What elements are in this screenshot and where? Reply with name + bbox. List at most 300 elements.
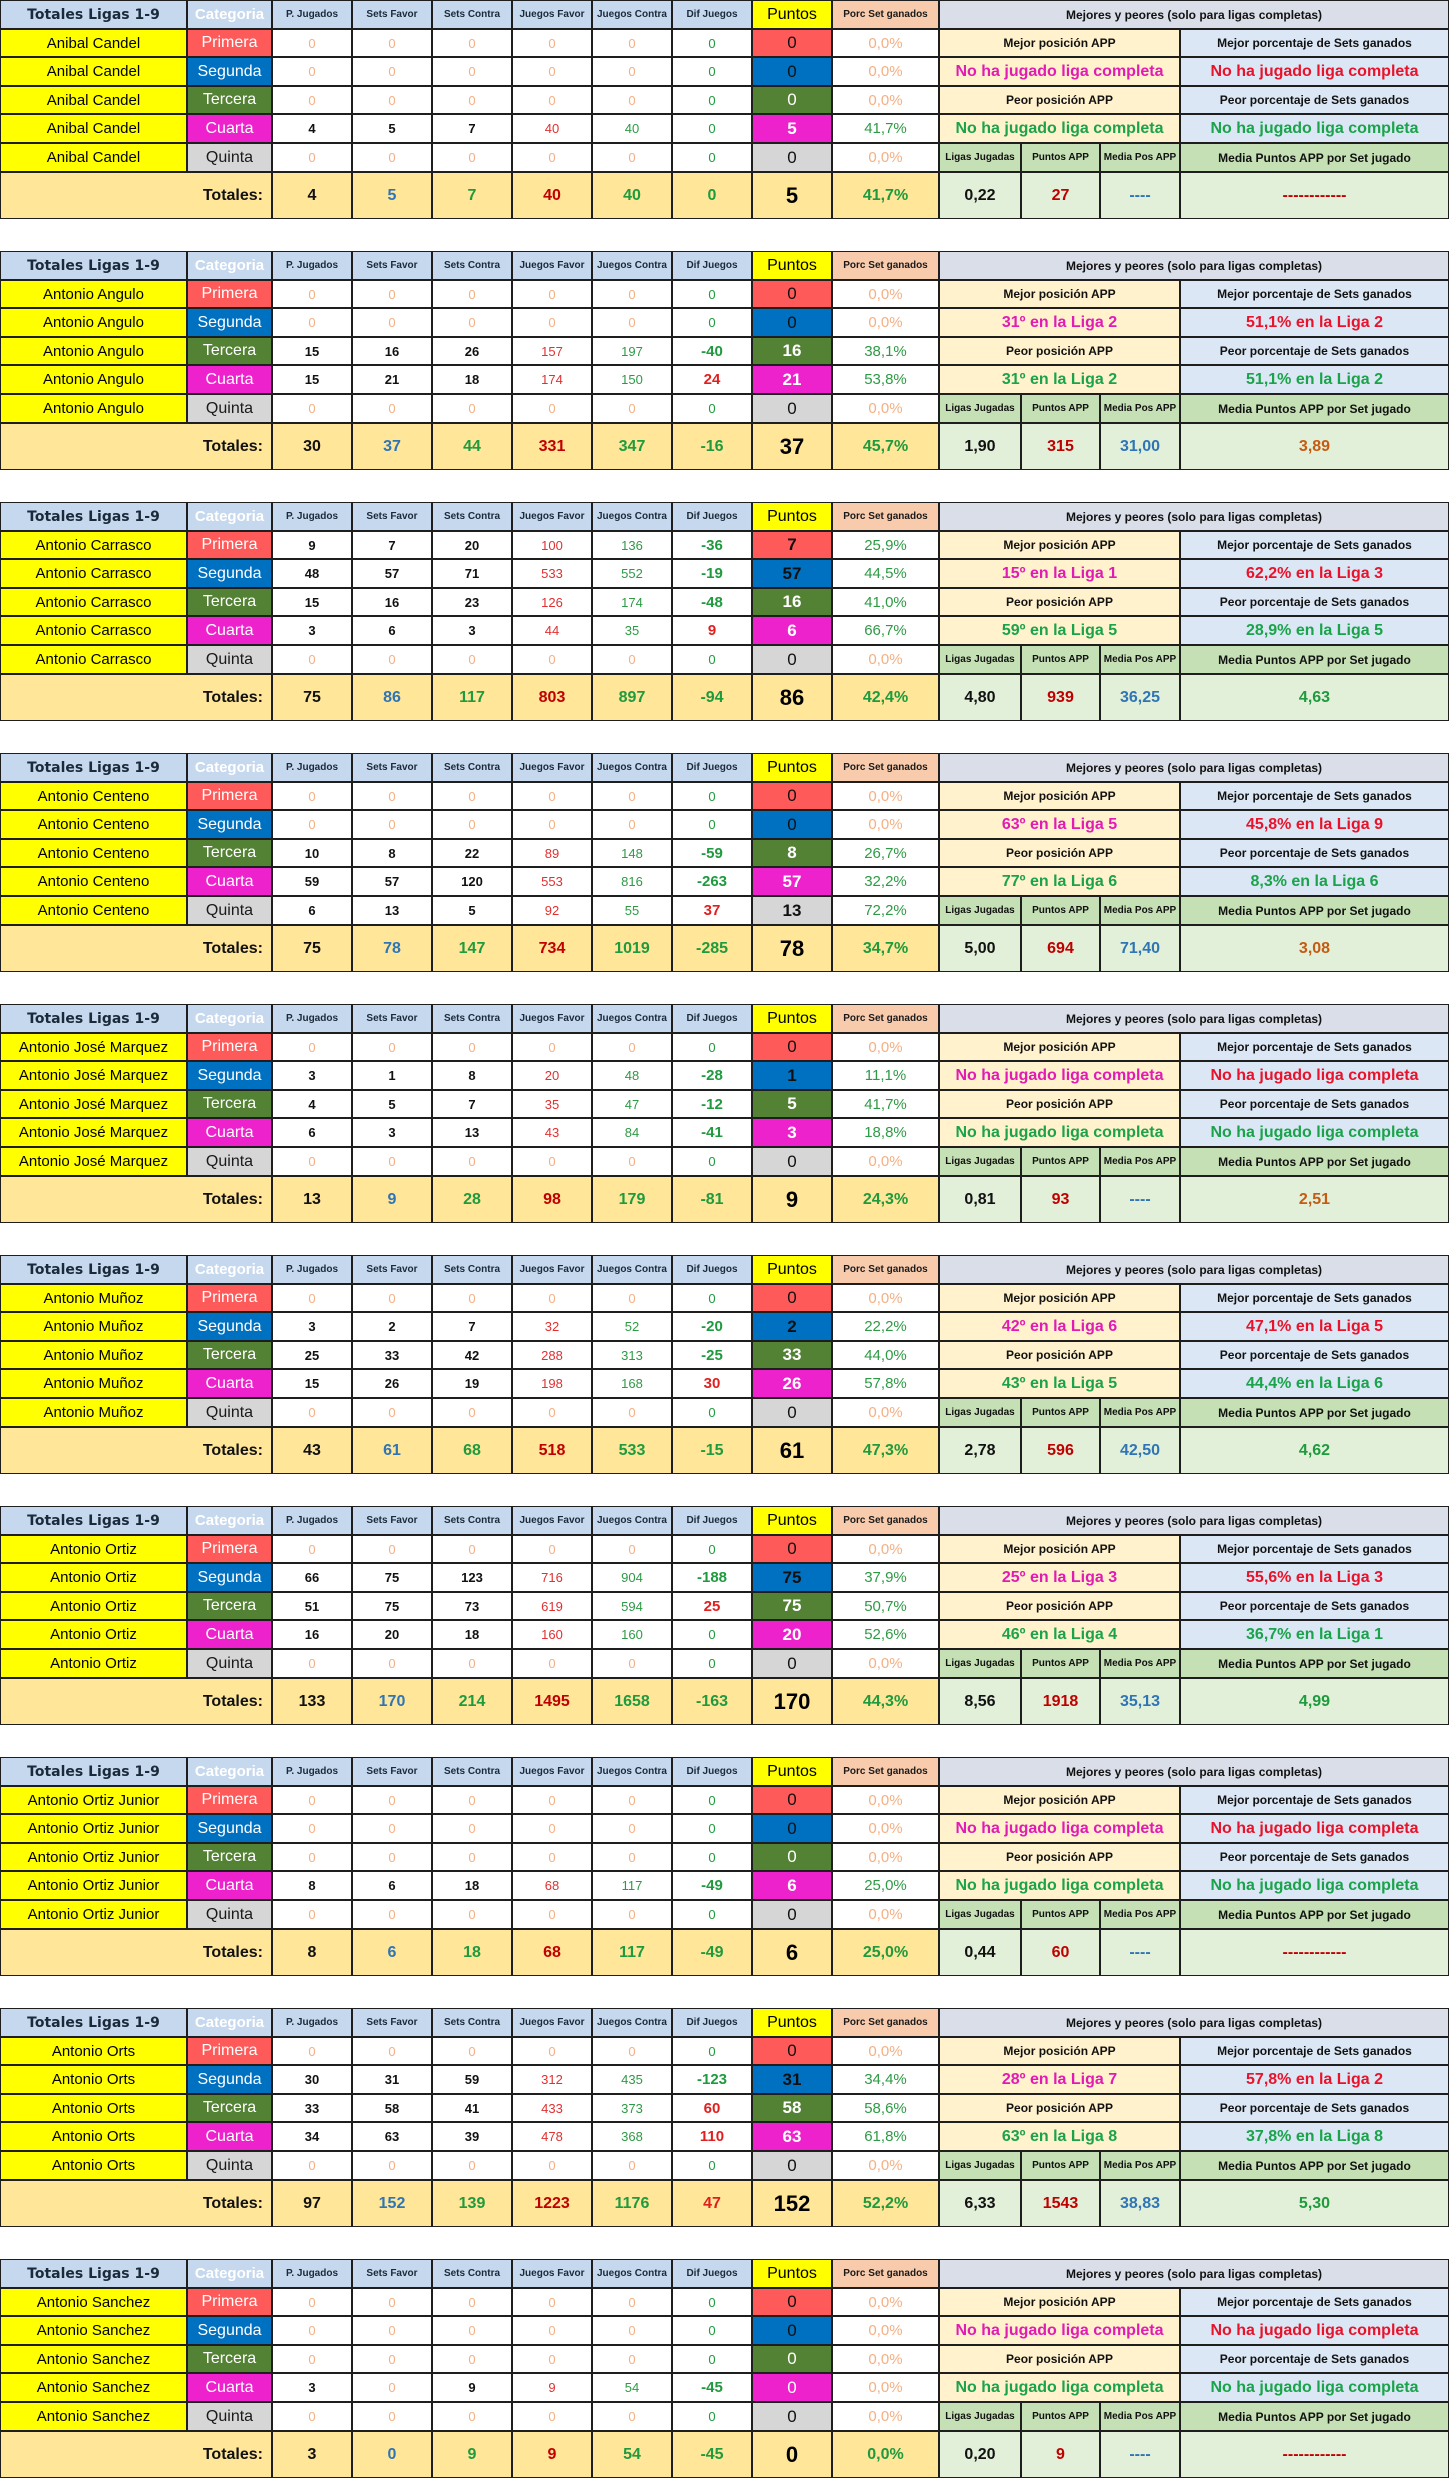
stat-cell: 0 bbox=[592, 1814, 672, 1843]
stat-cell: 0 bbox=[512, 1900, 592, 1929]
stat-cell: -41 bbox=[672, 1118, 752, 1147]
points-cell: 0 bbox=[752, 2037, 832, 2065]
stat-cell: 0 bbox=[432, 2316, 512, 2345]
stat-cell: 117 bbox=[592, 1871, 672, 1900]
stat-cell: 0 bbox=[352, 2345, 432, 2373]
player-name: Antonio Sanchez bbox=[0, 2402, 187, 2431]
stat-cell: 0 bbox=[432, 29, 512, 57]
column-header-sets-favor: Sets Favor bbox=[352, 753, 432, 782]
category-cell: Segunda bbox=[187, 1312, 272, 1341]
stat-cell: 0 bbox=[272, 2288, 352, 2316]
peor-posicion-label: Peor posición APP bbox=[939, 1592, 1180, 1620]
player-name: Antonio Angulo bbox=[0, 280, 187, 308]
stat-cell: 0 bbox=[432, 280, 512, 308]
column-header-categoria: Categoria bbox=[187, 502, 272, 531]
points-cell: 20 bbox=[752, 1620, 832, 1649]
percent-cell: 44,5% bbox=[832, 559, 939, 588]
total-juegos-favor: 9 bbox=[512, 2431, 592, 2478]
player-name: Antonio Centeno bbox=[0, 896, 187, 925]
column-header-juegos-contra: Juegos Contra bbox=[592, 1255, 672, 1284]
column-header-jugados: P. Jugados bbox=[272, 1255, 352, 1284]
stat-cell: 373 bbox=[592, 2094, 672, 2122]
category-cell: Quinta bbox=[187, 1398, 272, 1427]
media-pos-label: Media Pos APP bbox=[1100, 645, 1180, 674]
stat-cell: 619 bbox=[512, 1592, 592, 1620]
column-header-dif-juegos: Dif Juegos bbox=[672, 0, 752, 29]
points-cell: 7 bbox=[752, 531, 832, 559]
media-puntos-value: 4,63 bbox=[1180, 674, 1449, 721]
column-header-puntos: Puntos bbox=[752, 2259, 832, 2288]
stat-cell: 0 bbox=[592, 2151, 672, 2180]
stat-cell: 0 bbox=[432, 645, 512, 674]
percent-cell: 22,2% bbox=[832, 1312, 939, 1341]
puntos-app-value: 315 bbox=[1021, 423, 1100, 470]
percent-cell: 38,1% bbox=[832, 337, 939, 365]
stat-cell: 0 bbox=[672, 2151, 752, 2180]
peor-porcentaje-label: Peor porcentaje de Sets ganados bbox=[1180, 1843, 1449, 1871]
mejor-posicion-label: Mejor posición APP bbox=[939, 1284, 1180, 1312]
mejor-posicion-label: Mejor posición APP bbox=[939, 782, 1180, 810]
media-pos-label: Media Pos APP bbox=[1100, 896, 1180, 925]
stat-cell: 0 bbox=[272, 1535, 352, 1563]
points-cell: 0 bbox=[752, 1814, 832, 1843]
column-header-jugados: P. Jugados bbox=[272, 1757, 352, 1786]
stat-cell: 66 bbox=[272, 1563, 352, 1592]
total-juegos-favor: 518 bbox=[512, 1427, 592, 1474]
total-porcentaje: 47,3% bbox=[832, 1427, 939, 1474]
stat-cell: 0 bbox=[272, 1786, 352, 1814]
player-name: Antonio Sanchez bbox=[0, 2316, 187, 2345]
stat-cell: -28 bbox=[672, 1061, 752, 1090]
stat-cell: -188 bbox=[672, 1563, 752, 1592]
mejor-posicion-label: Mejor posición APP bbox=[939, 531, 1180, 559]
stat-cell: 0 bbox=[672, 1900, 752, 1929]
stat-cell: 478 bbox=[512, 2122, 592, 2151]
column-header-puntos: Puntos bbox=[752, 251, 832, 280]
total-juegos-favor: 803 bbox=[512, 674, 592, 721]
column-header-porc: Porc Set ganados bbox=[832, 2008, 939, 2037]
category-cell: Cuarta bbox=[187, 1118, 272, 1147]
stat-cell: 0 bbox=[592, 1843, 672, 1871]
stat-cell: 0 bbox=[272, 2316, 352, 2345]
category-cell: Primera bbox=[187, 1284, 272, 1312]
stat-cell: 0 bbox=[672, 57, 752, 86]
peor-posicion-label: Peor posición APP bbox=[939, 1341, 1180, 1369]
player-name: Antonio José Marquez bbox=[0, 1090, 187, 1118]
stat-cell: 0 bbox=[672, 394, 752, 423]
percent-cell: 37,9% bbox=[832, 1563, 939, 1592]
column-header-juegos-contra: Juegos Contra bbox=[592, 1757, 672, 1786]
stat-cell: 0 bbox=[592, 2316, 672, 2345]
stat-cell: 0 bbox=[512, 86, 592, 114]
media-pos-value: ---- bbox=[1100, 172, 1180, 219]
stat-cell: 0 bbox=[352, 280, 432, 308]
column-header-porc: Porc Set ganados bbox=[832, 753, 939, 782]
player-name: Antonio Orts bbox=[0, 2094, 187, 2122]
category-cell: Primera bbox=[187, 1786, 272, 1814]
stat-cell: -19 bbox=[672, 559, 752, 588]
stat-cell: 39 bbox=[432, 2122, 512, 2151]
stat-cell: 0 bbox=[592, 280, 672, 308]
column-header-juegos-contra: Juegos Contra bbox=[592, 2259, 672, 2288]
total-jugados: 8 bbox=[272, 1929, 352, 1976]
ligas-jugadas-value: 4,80 bbox=[939, 674, 1021, 721]
total-juegos-contra: 1019 bbox=[592, 925, 672, 972]
points-cell: 0 bbox=[752, 782, 832, 810]
table-title: Totales Ligas 1-9 bbox=[0, 0, 187, 29]
stat-cell: -12 bbox=[672, 1090, 752, 1118]
stat-cell: 0 bbox=[352, 2151, 432, 2180]
puntos-app-label: Puntos APP bbox=[1021, 143, 1100, 172]
stat-cell: 42 bbox=[432, 1341, 512, 1369]
stat-cell: -48 bbox=[672, 588, 752, 616]
stat-cell: 20 bbox=[352, 1620, 432, 1649]
media-puntos-label: Media Puntos APP por Set jugado bbox=[1180, 1398, 1449, 1427]
stat-cell: 0 bbox=[512, 2151, 592, 2180]
stat-cell: 5 bbox=[352, 1090, 432, 1118]
stat-cell: 0 bbox=[672, 1843, 752, 1871]
stat-cell: 3 bbox=[352, 1118, 432, 1147]
totals-label: Totales: bbox=[0, 423, 272, 470]
peor-porcentaje-label: Peor porcentaje de Sets ganados bbox=[1180, 588, 1449, 616]
stat-cell: 0 bbox=[512, 1814, 592, 1843]
category-cell: Quinta bbox=[187, 394, 272, 423]
player-name: Anibal Candel bbox=[0, 29, 187, 57]
stat-cell: 0 bbox=[432, 2037, 512, 2065]
total-juegos-contra: 117 bbox=[592, 1929, 672, 1976]
mejor-porcentaje-label: Mejor porcentaje de Sets ganados bbox=[1180, 1033, 1449, 1061]
stat-cell: -40 bbox=[672, 337, 752, 365]
stat-cell: 0 bbox=[272, 1900, 352, 1929]
mejor-posicion-label: Mejor posición APP bbox=[939, 2037, 1180, 2065]
percent-cell: 0,0% bbox=[832, 86, 939, 114]
stat-cell: 16 bbox=[272, 1620, 352, 1649]
column-header-dif-juegos: Dif Juegos bbox=[672, 502, 752, 531]
percent-cell: 0,0% bbox=[832, 782, 939, 810]
stat-cell: 0 bbox=[672, 1033, 752, 1061]
player-name: Antonio José Marquez bbox=[0, 1033, 187, 1061]
player-name: Antonio Ortiz Junior bbox=[0, 1871, 187, 1900]
column-header-sets-favor: Sets Favor bbox=[352, 1757, 432, 1786]
stat-cell: 21 bbox=[352, 365, 432, 394]
stat-cell: 0 bbox=[592, 810, 672, 839]
stat-cell: 71 bbox=[432, 559, 512, 588]
points-cell: 13 bbox=[752, 896, 832, 925]
column-header-porc: Porc Set ganados bbox=[832, 2259, 939, 2288]
stat-cell: 0 bbox=[432, 1900, 512, 1929]
stat-cell: 0 bbox=[272, 2345, 352, 2373]
stat-cell: 0 bbox=[592, 1649, 672, 1678]
stat-cell: 0 bbox=[352, 2288, 432, 2316]
mejor-posicion-value: No ha jugado liga completa bbox=[939, 1061, 1180, 1090]
ligas-jugadas-value: 8,56 bbox=[939, 1678, 1021, 1725]
table-title: Totales Ligas 1-9 bbox=[0, 1506, 187, 1535]
player-name: Antonio Centeno bbox=[0, 810, 187, 839]
stat-cell: 0 bbox=[512, 280, 592, 308]
stat-cell: 6 bbox=[272, 1118, 352, 1147]
category-cell: Quinta bbox=[187, 1900, 272, 1929]
column-header-sets-contra: Sets Contra bbox=[432, 0, 512, 29]
total-puntos: 152 bbox=[752, 2180, 832, 2227]
stat-cell: 0 bbox=[432, 810, 512, 839]
column-header-sets-contra: Sets Contra bbox=[432, 251, 512, 280]
media-pos-value: ---- bbox=[1100, 2431, 1180, 2478]
mejores-peores-header: Mejores y peores (solo para ligas completas) bbox=[939, 2259, 1449, 2288]
total-puntos: 170 bbox=[752, 1678, 832, 1725]
media-puntos-value: 3,89 bbox=[1180, 423, 1449, 470]
column-header-dif-juegos: Dif Juegos bbox=[672, 753, 752, 782]
media-puntos-label: Media Puntos APP por Set jugado bbox=[1180, 896, 1449, 925]
stat-cell: 20 bbox=[512, 1061, 592, 1090]
total-sets-favor: 5 bbox=[352, 172, 432, 219]
stat-cell: 75 bbox=[352, 1592, 432, 1620]
player-name: Antonio Ortiz bbox=[0, 1649, 187, 1678]
stat-cell: 0 bbox=[592, 1900, 672, 1929]
mejor-porcentaje-value: 47,1% en la Liga 5 bbox=[1180, 1312, 1449, 1341]
ligas-jugadas-value: 0,20 bbox=[939, 2431, 1021, 2478]
table-title: Totales Ligas 1-9 bbox=[0, 1004, 187, 1033]
total-puntos: 9 bbox=[752, 1176, 832, 1223]
stat-cell: 0 bbox=[672, 2345, 752, 2373]
stat-cell: 15 bbox=[272, 588, 352, 616]
player-name: Antonio José Marquez bbox=[0, 1061, 187, 1090]
category-cell: Primera bbox=[187, 2037, 272, 2065]
column-header-porc: Porc Set ganados bbox=[832, 251, 939, 280]
column-header-dif-juegos: Dif Juegos bbox=[672, 251, 752, 280]
stat-cell: 0 bbox=[672, 2288, 752, 2316]
stat-cell: 0 bbox=[512, 1284, 592, 1312]
column-header-porc: Porc Set ganados bbox=[832, 1004, 939, 1033]
column-header-juegos-contra: Juegos Contra bbox=[592, 502, 672, 531]
stat-cell: 0 bbox=[672, 308, 752, 337]
media-puntos-value: 4,99 bbox=[1180, 1678, 1449, 1725]
player-block bbox=[0, 753, 1449, 972]
total-jugados: 13 bbox=[272, 1176, 352, 1223]
mejor-posicion-label: Mejor posición APP bbox=[939, 29, 1180, 57]
total-jugados: 3 bbox=[272, 2431, 352, 2478]
percent-cell: 61,8% bbox=[832, 2122, 939, 2151]
stat-cell: 40 bbox=[512, 114, 592, 143]
ligas-jugadas-label: Ligas Jugadas bbox=[939, 1398, 1021, 1427]
points-cell: 5 bbox=[752, 1090, 832, 1118]
stat-cell: 59 bbox=[432, 2065, 512, 2094]
column-header-juegos-favor: Juegos Favor bbox=[512, 1255, 592, 1284]
totals-label: Totales: bbox=[0, 1678, 272, 1725]
percent-cell: 0,0% bbox=[832, 143, 939, 172]
total-sets-contra: 147 bbox=[432, 925, 512, 972]
stat-cell: 0 bbox=[672, 143, 752, 172]
puntos-app-label: Puntos APP bbox=[1021, 2402, 1100, 2431]
column-header-sets-favor: Sets Favor bbox=[352, 502, 432, 531]
percent-cell: 0,0% bbox=[832, 2345, 939, 2373]
mejor-porcentaje-label: Mejor porcentaje de Sets ganados bbox=[1180, 1535, 1449, 1563]
stat-cell: -49 bbox=[672, 1871, 752, 1900]
column-header-dif-juegos: Dif Juegos bbox=[672, 1506, 752, 1535]
stat-cell: 716 bbox=[512, 1563, 592, 1592]
stat-cell: 0 bbox=[592, 143, 672, 172]
points-cell: 16 bbox=[752, 588, 832, 616]
column-header-porc: Porc Set ganados bbox=[832, 502, 939, 531]
percent-cell: 0,0% bbox=[832, 57, 939, 86]
column-header-puntos: Puntos bbox=[752, 753, 832, 782]
total-juegos-contra: 347 bbox=[592, 423, 672, 470]
puntos-app-label: Puntos APP bbox=[1021, 1147, 1100, 1176]
peor-posicion-label: Peor posición APP bbox=[939, 2094, 1180, 2122]
column-header-dif-juegos: Dif Juegos bbox=[672, 2259, 752, 2288]
total-dif-juegos: 47 bbox=[672, 2180, 752, 2227]
percent-cell: 41,0% bbox=[832, 588, 939, 616]
media-puntos-label: Media Puntos APP por Set jugado bbox=[1180, 143, 1449, 172]
stat-cell: 0 bbox=[352, 1033, 432, 1061]
peor-posicion-value: 31º en la Liga 2 bbox=[939, 365, 1180, 394]
percent-cell: 0,0% bbox=[832, 29, 939, 57]
total-puntos: 6 bbox=[752, 1929, 832, 1976]
ligas-jugadas-value: 0,44 bbox=[939, 1929, 1021, 1976]
total-juegos-favor: 98 bbox=[512, 1176, 592, 1223]
points-cell: 3 bbox=[752, 1118, 832, 1147]
stat-cell: 3 bbox=[272, 616, 352, 645]
percent-cell: 52,6% bbox=[832, 1620, 939, 1649]
player-name: Antonio Ortiz bbox=[0, 1563, 187, 1592]
peor-porcentaje-value: No ha jugado liga completa bbox=[1180, 1871, 1449, 1900]
stat-cell: 19 bbox=[432, 1369, 512, 1398]
column-header-juegos-favor: Juegos Favor bbox=[512, 0, 592, 29]
total-dif-juegos: -45 bbox=[672, 2431, 752, 2478]
column-header-porc: Porc Set ganados bbox=[832, 1757, 939, 1786]
stat-cell: 0 bbox=[592, 2037, 672, 2065]
peor-porcentaje-label: Peor porcentaje de Sets ganados bbox=[1180, 1592, 1449, 1620]
category-cell: Primera bbox=[187, 2288, 272, 2316]
player-name: Antonio Orts bbox=[0, 2037, 187, 2065]
totals-label: Totales: bbox=[0, 172, 272, 219]
points-cell: 31 bbox=[752, 2065, 832, 2094]
category-cell: Segunda bbox=[187, 1814, 272, 1843]
peor-porcentaje-value: 44,4% en la Liga 6 bbox=[1180, 1369, 1449, 1398]
stat-cell: 0 bbox=[272, 1649, 352, 1678]
player-name: Antonio Muñoz bbox=[0, 1312, 187, 1341]
points-cell: 0 bbox=[752, 1900, 832, 1929]
mejor-posicion-value: 25º en la Liga 3 bbox=[939, 1563, 1180, 1592]
player-block bbox=[0, 2008, 1449, 2227]
total-sets-contra: 44 bbox=[432, 423, 512, 470]
column-header-categoria: Categoria bbox=[187, 1757, 272, 1786]
stat-cell: 0 bbox=[272, 2402, 352, 2431]
player-block bbox=[0, 502, 1449, 721]
player-name: Antonio Carrasco bbox=[0, 588, 187, 616]
totals-label: Totales: bbox=[0, 925, 272, 972]
points-cell: 0 bbox=[752, 2151, 832, 2180]
table-title: Totales Ligas 1-9 bbox=[0, 502, 187, 531]
points-cell: 0 bbox=[752, 1843, 832, 1871]
stat-cell: 22 bbox=[432, 839, 512, 867]
totals-label: Totales: bbox=[0, 2180, 272, 2227]
stat-cell: 73 bbox=[432, 1592, 512, 1620]
category-cell: Quinta bbox=[187, 2402, 272, 2431]
stat-cell: 33 bbox=[272, 2094, 352, 2122]
stat-cell: 110 bbox=[672, 2122, 752, 2151]
category-cell: Cuarta bbox=[187, 114, 272, 143]
points-cell: 0 bbox=[752, 1147, 832, 1176]
player-block bbox=[0, 1757, 1449, 1976]
column-header-juegos-favor: Juegos Favor bbox=[512, 502, 592, 531]
peor-posicion-value: 63º en la Liga 8 bbox=[939, 2122, 1180, 2151]
total-juegos-favor: 1495 bbox=[512, 1678, 592, 1725]
media-puntos-value: 5,30 bbox=[1180, 2180, 1449, 2227]
stat-cell: 6 bbox=[352, 1871, 432, 1900]
player-block bbox=[0, 2259, 1449, 2478]
column-header-juegos-contra: Juegos Contra bbox=[592, 753, 672, 782]
mejor-posicion-label: Mejor posición APP bbox=[939, 280, 1180, 308]
peor-posicion-label: Peor posición APP bbox=[939, 86, 1180, 114]
percent-cell: 0,0% bbox=[832, 810, 939, 839]
stat-cell: 0 bbox=[512, 1786, 592, 1814]
percent-cell: 0,0% bbox=[832, 2037, 939, 2065]
mejor-porcentaje-label: Mejor porcentaje de Sets ganados bbox=[1180, 2288, 1449, 2316]
category-cell: Tercera bbox=[187, 588, 272, 616]
stat-cell: 0 bbox=[352, 2402, 432, 2431]
stat-cell: 44 bbox=[512, 616, 592, 645]
stat-cell: 0 bbox=[352, 645, 432, 674]
peor-posicion-value: 77º en la Liga 6 bbox=[939, 867, 1180, 896]
category-cell: Cuarta bbox=[187, 1369, 272, 1398]
peor-posicion-value: 59º en la Liga 5 bbox=[939, 616, 1180, 645]
stat-cell: 37 bbox=[672, 896, 752, 925]
category-cell: Primera bbox=[187, 1535, 272, 1563]
stat-cell: 7 bbox=[432, 1312, 512, 1341]
player-name: Antonio Sanchez bbox=[0, 2373, 187, 2402]
ligas-jugadas-label: Ligas Jugadas bbox=[939, 143, 1021, 172]
percent-cell: 53,8% bbox=[832, 365, 939, 394]
media-pos-value: 38,83 bbox=[1100, 2180, 1180, 2227]
stat-cell: 0 bbox=[672, 2037, 752, 2065]
player-name: Antonio Ortiz Junior bbox=[0, 1814, 187, 1843]
stat-cell: 18 bbox=[432, 365, 512, 394]
stat-cell: 63 bbox=[352, 2122, 432, 2151]
mejor-porcentaje-value: 62,2% en la Liga 3 bbox=[1180, 559, 1449, 588]
column-header-jugados: P. Jugados bbox=[272, 1506, 352, 1535]
media-pos-value: 31,00 bbox=[1100, 423, 1180, 470]
column-header-juegos-contra: Juegos Contra bbox=[592, 1506, 672, 1535]
column-header-categoria: Categoria bbox=[187, 1506, 272, 1535]
stat-cell: 0 bbox=[432, 2345, 512, 2373]
category-cell: Segunda bbox=[187, 1061, 272, 1090]
total-sets-favor: 6 bbox=[352, 1929, 432, 1976]
media-puntos-label: Media Puntos APP por Set jugado bbox=[1180, 2402, 1449, 2431]
stat-cell: 25 bbox=[672, 1592, 752, 1620]
puntos-app-label: Puntos APP bbox=[1021, 1900, 1100, 1929]
peor-porcentaje-value: No ha jugado liga completa bbox=[1180, 114, 1449, 143]
ligas-jugadas-label: Ligas Jugadas bbox=[939, 645, 1021, 674]
stat-cell: 0 bbox=[592, 2288, 672, 2316]
stat-cell: 0 bbox=[672, 280, 752, 308]
stat-cell: 0 bbox=[592, 2402, 672, 2431]
total-puntos: 78 bbox=[752, 925, 832, 972]
stat-cell: 552 bbox=[592, 559, 672, 588]
stat-cell: 0 bbox=[592, 86, 672, 114]
media-pos-value: ---- bbox=[1100, 1176, 1180, 1223]
category-cell: Tercera bbox=[187, 2345, 272, 2373]
category-cell: Tercera bbox=[187, 1592, 272, 1620]
stat-cell: 0 bbox=[512, 810, 592, 839]
stat-cell: 43 bbox=[512, 1118, 592, 1147]
stat-cell: 9 bbox=[272, 531, 352, 559]
column-header-jugados: P. Jugados bbox=[272, 0, 352, 29]
peor-porcentaje-value: No ha jugado liga completa bbox=[1180, 1118, 1449, 1147]
stat-cell: 0 bbox=[352, 86, 432, 114]
total-puntos: 5 bbox=[752, 172, 832, 219]
category-cell: Segunda bbox=[187, 2065, 272, 2094]
points-cell: 0 bbox=[752, 29, 832, 57]
